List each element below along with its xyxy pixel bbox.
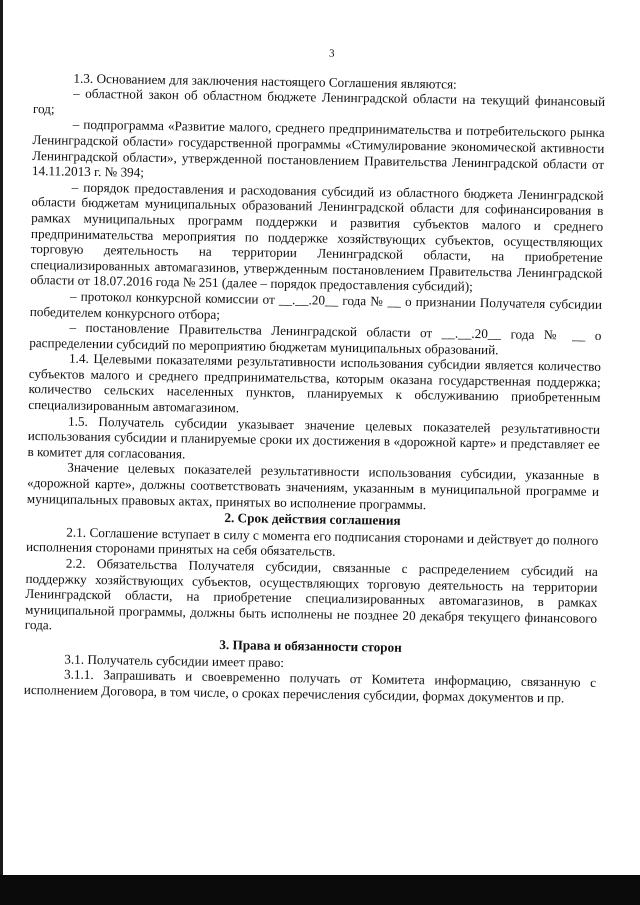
page-number: 3 — [329, 47, 335, 60]
paragraph-1-3: 1.3. Основанием для заключения настоящего Соглашения являются: — [73, 70, 457, 92]
paragraph-3-1: 3.1. Получатель субсидии имеет право: — [64, 651, 285, 670]
paragraph-2-2: 2.2. Обязательства Получателя субсидии, связанные с распределением субсидий на поддержку хозяйствующих субъектов, осуществляющих торговую деятельность на территории Ленинградской области, на приобретение специализированных автомагазинов, в рамках муниципальной программы, должны быть исполнены не позднее 20 декабря текущего финансового года. — [24, 555, 598, 633]
paragraph-target-values: Значение целевых показателей результативности использования субсидии, указанные в «дорожной карте», должны соответствовать значениям, указанным в муниципальной программе и муниципальных правовых актах, принятых во исполнение программы. — [26, 460, 600, 512]
scan-bottom-edge — [0, 875, 640, 905]
section-3-heading: 3. Права и обязанности сторон — [219, 636, 402, 655]
scan-left-edge — [0, 0, 3, 905]
basis-item-subprogram: – подпрограмма «Развитие малого, среднего предпринимательства и потребительского рынка Ленинградской области» государственной программы «Стимулирование экономической активности Ленинградской области», утвержденной постановлением Правительства Ленинградской области от 14.11.2013 г. № 394; — [31, 116, 605, 180]
paragraph-1-4: 1.4. Целевыми показателями результативности использования субсидии является количество субъектов малого и среднего предпринимательства, которым оказана государственная поддержка; количество сельских населенных пунктов, планируемых к обслуживанию приобретенным специализированным автомагазином. — [28, 350, 602, 416]
basis-item-regional-law: – областной закон об областном бюджете Ленинградской области на текущий финансовый год; — [32, 85, 606, 117]
basis-item-commission-protocol: – протокол конкурсной комиссии от __.__.20__ года № __ о признании Получателя субсидии победителем конкурсного отбора; — [29, 288, 603, 322]
document-body — [24, 42, 606, 706]
paragraph-3-1-1: 3.1.1. Запрашивать и своевременно получать от Комитета информацию, связанную с исполнением Договора, в том числе, о сроках перечисления субсидии, формах документов и пр. — [23, 666, 597, 706]
paragraph-1-5: 1.5. Получатель субсидии указывает значение целевых показателей результативности использования субсидии и планируемые сроки их достижения в «дорожной карте» и представляет ее в комитет для согласования. — [27, 413, 601, 462]
basis-item-subsidy-procedure: – порядок предоставления и расходования субсидий из областного бюджета Ленинградской области бюджетам муниципальных образований Ленинградской области для софинансирования в рамках муниципальных программ поддержки и развития субъектов малого и среднего предпринимательства мероприятия по поддержке хозяйствующих субъектов, осуществляющих торговую деятельность на территории Ленинградской области, на приобретение специализированных автомагазинов, утвержденным постановлением Правительства Ленинградской области от 18.07.2016 года № 251 (далее – порядок предоставления субсидий); — [30, 179, 604, 295]
section-2-heading: 2. Срок действия соглашения — [224, 510, 401, 529]
paragraph-2-1: 2.1. Соглашение вступает в силу с момента его подписания сторонами и действует до полного исполнения сторонами принятых на себя обязательств. — [25, 524, 599, 560]
basis-item-government-resolution: – постановление Правительства Ленинградской области от __.__.20__ года № __ о распределении субсидий по мероприятию бюджетам муниципальных образований. — [29, 319, 602, 358]
